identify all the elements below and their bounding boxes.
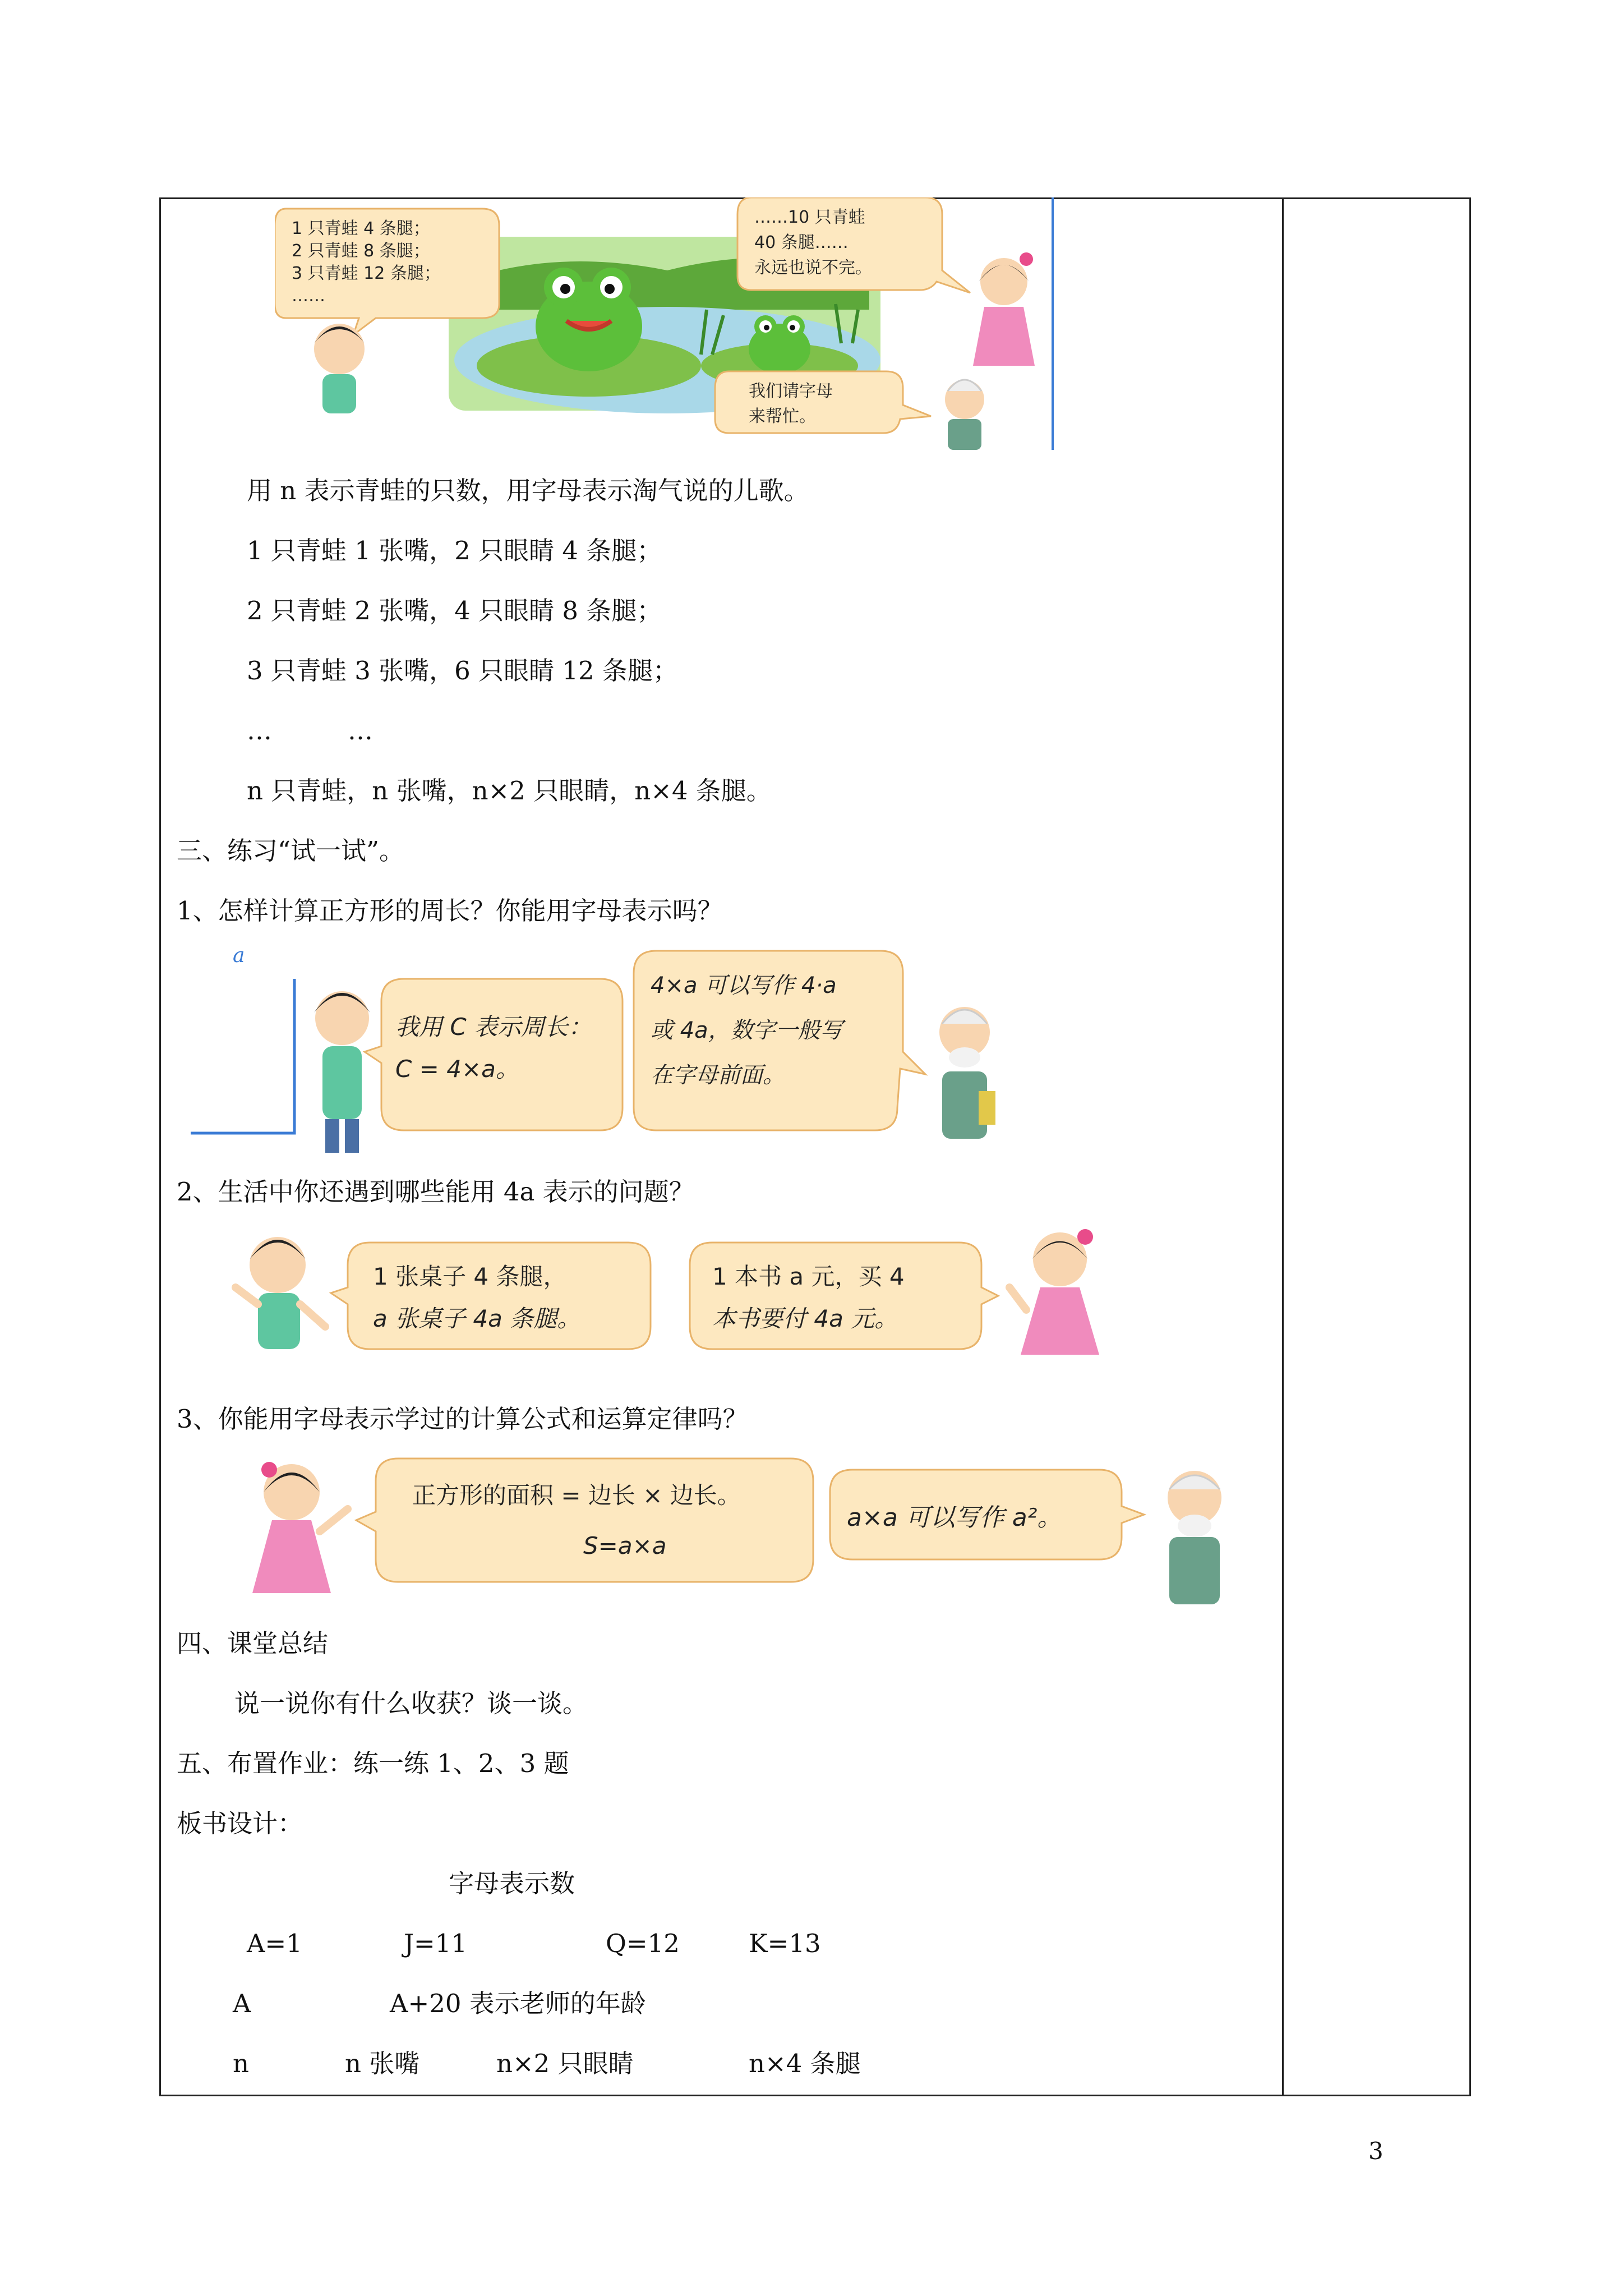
frog-illustration (275, 197, 1060, 450)
frog-left-bubble-line-4: …… (292, 286, 325, 306)
area-grandpa-bubble: a×a 可以写作 a²。 (847, 1503, 1062, 1532)
frog-grandpa-bubble-line-2: 来帮忙。 (749, 407, 816, 426)
square-grandpa-bubble-line-2: 或 4a，数字一般写 (651, 1018, 843, 1043)
book-bubble-line-1: 1 本书 a 元，买 4 (712, 1263, 905, 1290)
board-row3-n: n (233, 2049, 249, 2078)
boy-icon (314, 991, 370, 1153)
page-number: 3 (1368, 2137, 1384, 2165)
text-line-ellipsis-1: … (247, 716, 272, 746)
grandpa-icon (1168, 1471, 1221, 1604)
board-row1-a: A=1 (247, 1929, 302, 1958)
square-boy-bubble-line-1: 我用 C 表示周长： (395, 1013, 592, 1041)
square-grandpa-bubble-line-1: 4×a 可以写作 4·a (651, 973, 837, 999)
board-row2-age: A+20 表示老师的年龄 (390, 1989, 646, 2018)
summary-prompt: 说一说你有什么收获？谈一谈。 (234, 1688, 588, 1718)
grandpa-icon (945, 380, 984, 450)
section-heading-homework: 五、布置作业：练一练 1、2、3 题 (177, 1749, 569, 1778)
board-row1-q: Q=12 (606, 1929, 680, 1958)
square-corner-icon (191, 979, 294, 1133)
frog-grandpa-bubble-line-1: 我们请字母 (749, 381, 833, 401)
question-1: 1、怎样计算正方形的周长？你能用字母表示吗？ (177, 896, 723, 926)
table-column-divider (1282, 197, 1284, 2096)
area-bubble-line-1: 正方形的面积 = 边长 × 边长。 (412, 1481, 741, 1509)
text-line-frog-1: 1 只青蛙 1 张嘴，2 只眼睛 4 条腿； (247, 536, 662, 565)
frog-right-bubble-line-1: ……10 只青蛙 (754, 208, 865, 227)
grandpa-icon (939, 1007, 995, 1139)
area-bubble-line-2: S=a×a (583, 1532, 667, 1559)
frog-left-bubble-line-1: 1 只青蛙 4 条腿； (292, 219, 430, 238)
table-bubble-line-2: a 张桌子 4a 条腿。 (373, 1305, 581, 1332)
boy-icon (236, 1237, 325, 1349)
frog-right-bubble-line-3: 永远也说不完。 (754, 258, 872, 278)
girl-icon (252, 1462, 348, 1593)
table-bubble-line-1: 1 张桌子 4 条腿， (373, 1263, 567, 1290)
question-3: 3、你能用字母表示学过的计算公式和运算定律吗？ (177, 1404, 748, 1434)
frog-left-bubble-line-2: 2 只青蛙 8 条腿； (292, 241, 430, 261)
board-row3-legs: n×4 条腿 (749, 2049, 861, 2078)
girl-icon (973, 252, 1035, 366)
board-row1-j: J=11 (404, 1929, 468, 1958)
four-a-illustration (224, 1226, 1122, 1372)
girl-icon (1009, 1229, 1099, 1355)
frog-right-bubble-line-2: 40 条腿…… (754, 233, 849, 252)
book-bubble-line-2: 本书要付 4a 元。 (712, 1305, 898, 1332)
text-line-frog-n: n 只青蛙，n 张嘴，n×2 只眼睛，n×4 条腿。 (247, 776, 772, 806)
square-area-illustration (230, 1447, 1245, 1616)
text-line-frog-rule: 用 n 表示青蛙的只数，用字母表示淘气说的儿歌。 (247, 476, 809, 505)
square-side-label: a (233, 944, 245, 967)
text-line-ellipsis-2: … (348, 716, 373, 746)
square-boy-bubble-line-2: C = 4×a。 (395, 1055, 519, 1083)
big-frog-icon (536, 268, 642, 371)
boy-icon (314, 324, 365, 413)
square-grandpa-bubble-line-3: 在字母前面。 (651, 1062, 785, 1088)
section-heading-practice: 三、练习“试一试”。 (177, 836, 405, 866)
text-line-frog-2: 2 只青蛙 2 张嘴，4 只眼睛 8 条腿； (247, 596, 662, 625)
small-frog-icon (749, 315, 810, 374)
board-title: 字母表示数 (449, 1869, 575, 1898)
board-row2-a: A (233, 1989, 251, 2018)
board-row3-mouth: n 张嘴 (345, 2049, 420, 2078)
board-row3-eyes: n×2 只眼睛 (496, 2049, 634, 2078)
question-2: 2、生活中你还遇到哪些能用 4a 表示的问题？ (177, 1177, 694, 1207)
text-line-frog-3: 3 只青蛙 3 张嘴，6 只眼睛 12 条腿； (247, 656, 678, 685)
frog-left-bubble-line-3: 3 只青蛙 12 条腿； (292, 264, 441, 283)
section-heading-summary: 四、课堂总结 (177, 1628, 329, 1658)
square-perimeter-illustration (185, 940, 1015, 1164)
board-row1-k: K=13 (749, 1929, 821, 1958)
board-design-label: 板书设计： (177, 1809, 303, 1838)
